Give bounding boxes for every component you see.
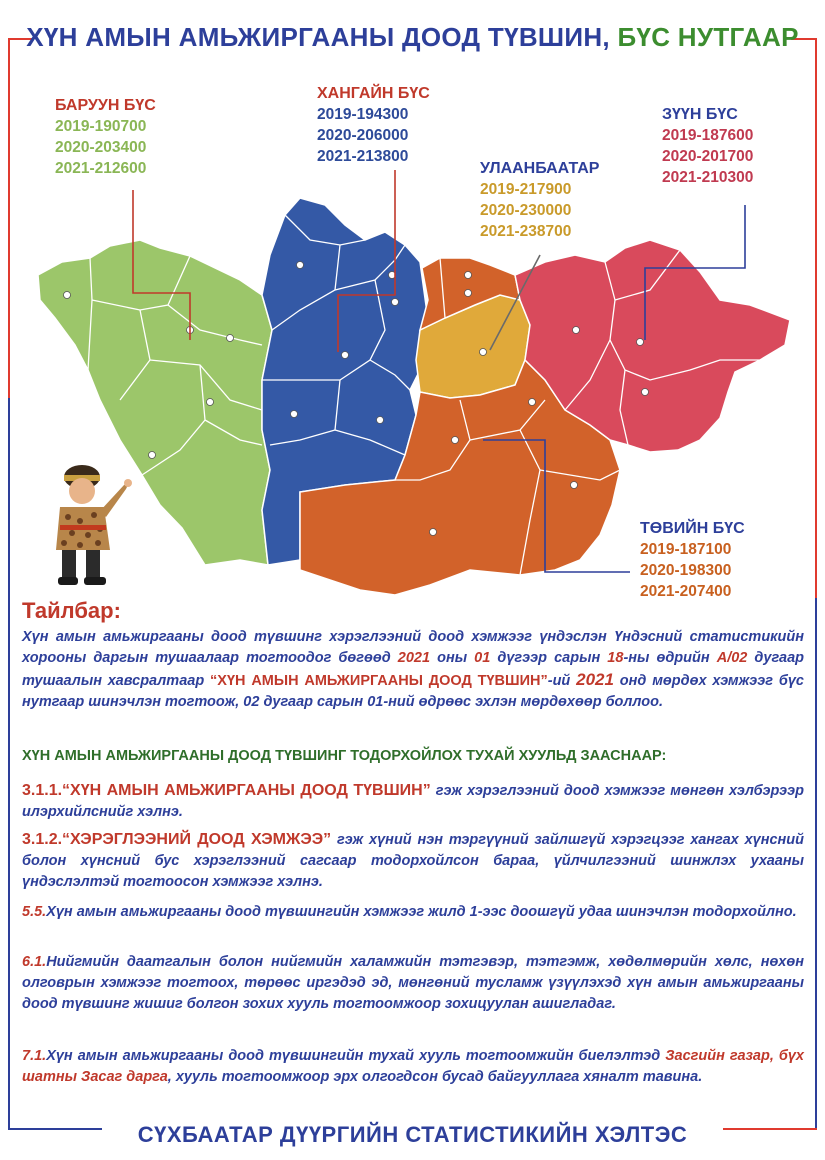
region-value-2020: 2020-230000 [480,202,572,219]
legend-year: 2021 [397,650,431,666]
aimag-center-marker-icon [64,292,71,299]
aimag-center-marker-icon [571,482,578,489]
aimag-center-marker-icon [465,272,472,279]
legend-text: Хүн амын амьжиргааны доод түвшинг хэрэглээний доод хэмжээг үндэслэн Үндэсний статистикийн хорооны даргын тушаалаар тогтоодог бөгөөд [22,629,804,666]
rule-number: 5.5. [22,904,47,920]
rule-text: , хууль тогтоомжоор эрх олгогдсон бусад байгууллага хяналт тавина. [167,1069,703,1085]
rule-text: Нийгмийн даатгалын болон нийгмийн халамжийн тэтгэвэр, тэтгэмж, хөдөлмөрийн хөлс, нөхөн олговрын хэмжээг тогтоох, төрөөс иргэдэд эд, мөнгөний тусламж үзүүлэхэд хүн амын амьжиргааны доод түвшинг жишиг болгон зохих хууль тогтоомжоор зохицуулан ашигладаг. [22,954,804,1012]
aimag-center-marker-icon [342,352,349,359]
aimag-center-marker-icon [480,349,487,356]
title-part-2: БҮС НУТГААР [617,22,799,52]
legend-text: -ны өдрийн [623,650,717,666]
region-value-2019: 2019-194300 [317,106,409,123]
region-value-2021: 2021-238700 [480,223,572,240]
region-value-2019: 2019-190700 [55,118,147,135]
legend-text: дүгээр сарын [490,650,608,666]
region-value-2021: 2021-207400 [640,583,732,600]
legend-day: 18 [607,650,624,666]
rule-title: 3.1.2.“ХЭРЭГЛЭЭНИЙ ДООД ХЭМЖЭЭ” [22,831,332,848]
region-value-2019: 2019-217900 [480,181,572,198]
rule-7-1 [22,1046,804,1088]
region-value-2019: 2019-187600 [662,127,754,144]
region-label-ulaanbaatar [480,158,599,242]
aimag-center-marker-icon [377,417,384,424]
aimag-center-marker-icon [430,529,437,536]
region-label-khangai [317,83,430,167]
legend-text: -ий [547,673,577,689]
region-label-zuun [662,104,753,188]
region-value-2021: 2021-210300 [662,169,754,186]
rule-number: 7.1. [22,1048,47,1064]
region-name: УЛААНБААТАР [480,160,600,177]
rule-text: Хүн амын амьжиргааны доод түвшингийн тухай хууль тогтоомжийн биелэлтэд [46,1048,666,1064]
rule-title: 3.1.1.“ХҮН АМЫН АМЬЖИРГААНЫ ДООД ТҮВШИН” [22,782,431,799]
legend-text: дугаар тушаалын хавсралтаар [22,650,804,689]
legend-order: А/02 [716,650,748,666]
rule-text: гэж хэрэглээний доод хэмжээг мөнгөн хэлбэрээр илэрхийлснийг хэлнэ. [22,783,804,820]
aimag-center-marker-icon [392,299,399,306]
rule-3-1-1 [22,780,804,823]
aimag-center-marker-icon [637,339,644,346]
region-value-2020: 2020-206000 [317,127,409,144]
region-name: ХАНГАЙН БҮС [317,85,430,102]
region-label-tuv [640,518,745,602]
aimag-center-marker-icon [452,437,459,444]
legend-heading: Тайлбар: [22,598,121,623]
rule-6-1 [22,952,804,1015]
legend-text: онд мөрдөх хэмжээг бүс нутгаар шинэчлэн тогтоож, 02 дугаар сарын 01-ний өдрөөс эхлэн мөрдөхөөр боллоо. [22,673,804,710]
region-value-2021: 2021-213800 [317,148,409,165]
aimag-center-marker-icon [529,399,536,406]
region-value-2020: 2020-201700 [662,148,754,165]
aimag-center-marker-icon [465,290,472,297]
aimag-center-marker-icon [573,327,580,334]
aimag-center-marker-icon [227,335,234,342]
legend-year-2: 2021 [576,670,614,689]
rule-text: Хүн амын амьжиргааны доод түвшингийн хэмжээг жилд 1-ээс доошгүй удаа шинэчлэн тодорхойлно. [46,904,797,920]
region-value-2019: 2019-187100 [640,541,732,558]
region-name: ТӨВИЙН БҮС [640,520,745,537]
aimag-center-marker-icon [642,389,649,396]
aimag-center-marker-icon [297,262,304,269]
rule-5-5 [22,902,804,923]
region-value-2020: 2020-203400 [55,139,147,156]
aimag-center-marker-icon [149,452,156,459]
legend-quote: “ХҮН АМЫН АМЬЖИРГААНЫ ДООД ТҮВШИН” [210,673,548,689]
aimag-center-marker-icon [207,399,214,406]
footer-organization: СҮХБААТАР ДҮҮРГИЙН СТАТИСТИКИЙН ХЭЛТЭС [137,1122,688,1147]
region-value-2020: 2020-198300 [640,562,732,579]
region-name: ЗҮҮН БҮС [662,106,738,123]
frame-line [815,598,817,1128]
rule-3-1-2 [22,829,804,893]
title-part-1: ХҮН АМЫН АМЬЖИРГААНЫ ДООД ТҮВШИН, [26,22,610,52]
rule-number: 6.1. [22,954,47,970]
aimag-center-marker-icon [291,411,298,418]
page-title [0,22,825,53]
legend-month: 01 [474,650,491,666]
child-in-deel-icon [40,455,140,590]
region-name: БАРУУН БҮС [55,97,156,114]
legend-paragraph [22,627,804,713]
rule-highlight: Засгийн газар, бүх шатны Засаг дарга [22,1048,804,1085]
legend-text: оны [430,650,475,666]
region-label-baruun [55,95,156,179]
law-heading: ХҮН АМЫН АМЬЖИРГААНЫ ДООД ТҮВШИНГ ТОДОРХОЙЛОХ ТУХАЙ ХУУЛЬД ЗААСНААР: [22,748,667,764]
rule-text: гэж хүний нэн тэргүүний зайлшгүй хэрэгцээг хангах хүнсний болон хүнсний бус хэрэглээний сагсаар тодорхойлсон бараа, үйлчилгээний шинжлэх ухааны үндэслэлтэй тогтоосон хэмжээг хэлнэ. [22,832,804,890]
region-value-2021: 2021-212600 [55,160,147,177]
